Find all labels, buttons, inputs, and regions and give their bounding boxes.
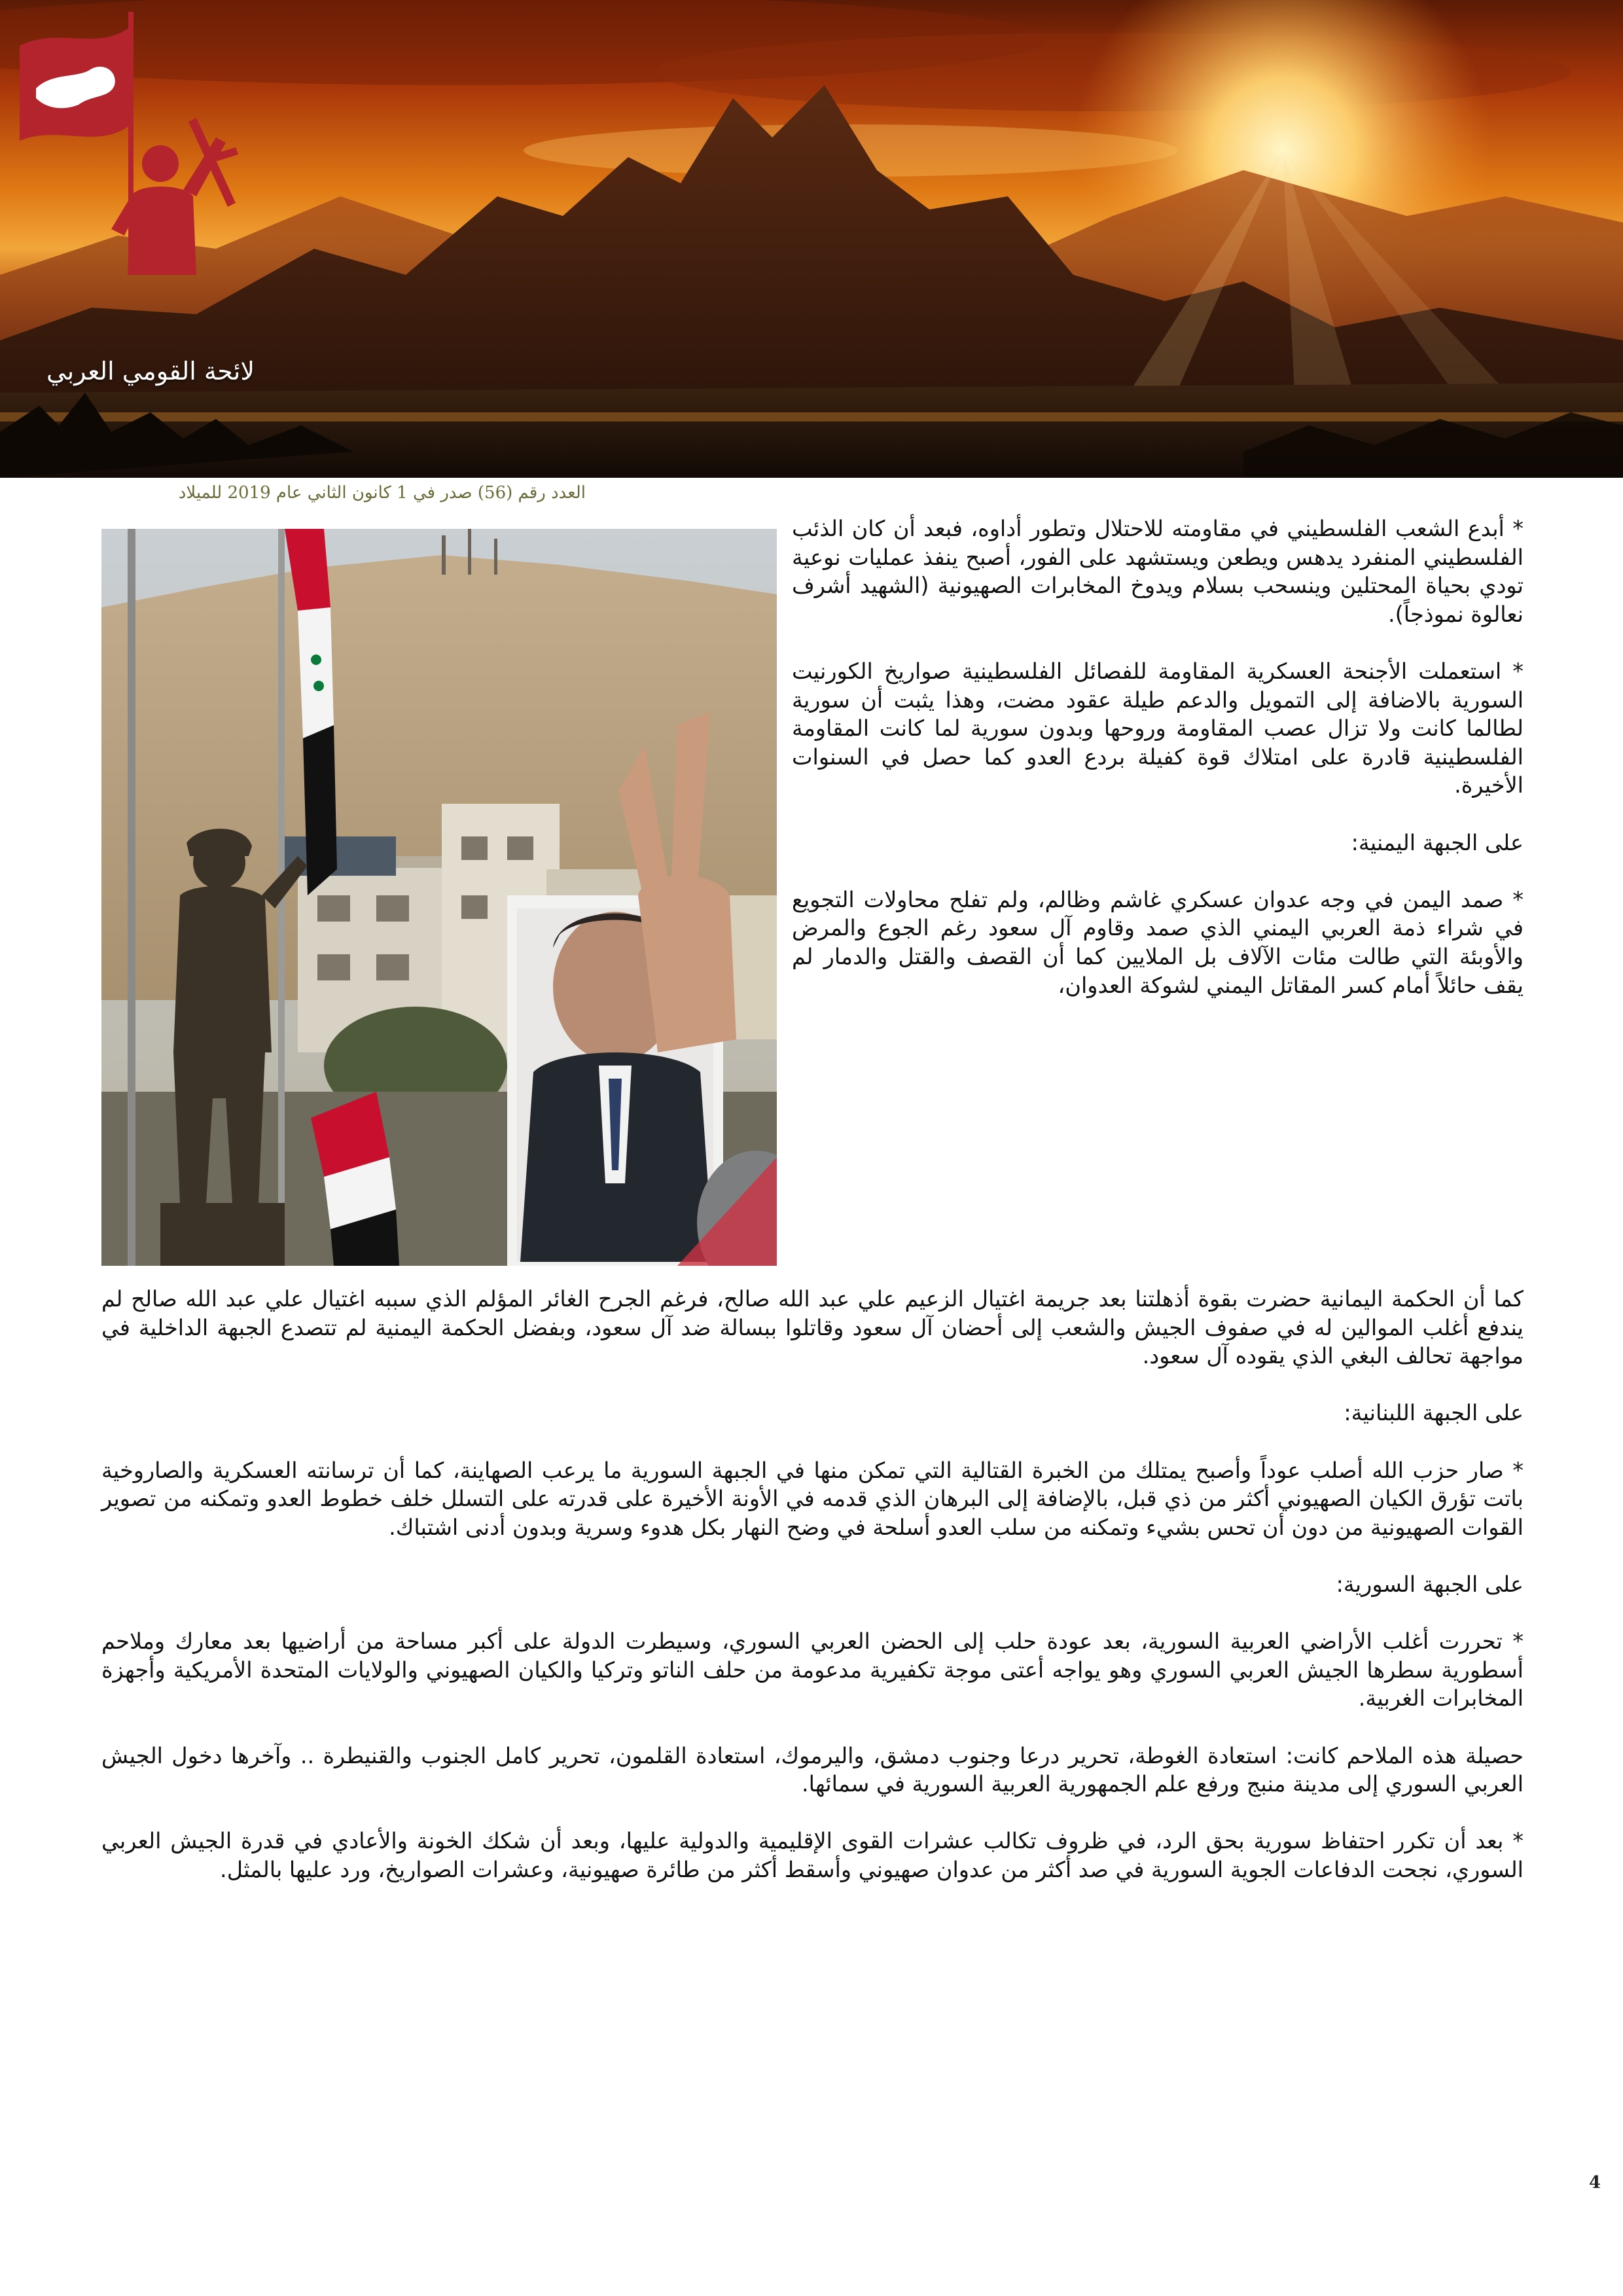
page-number: 4 <box>1589 2173 1601 2193</box>
heading-yemen-front: على الجبهة اليمنية: <box>1351 829 1524 855</box>
paragraph-yemen-resistance: * صمد اليمن في وجه عدوان عسكري غاشم وظالم، ولم تفلح محاولات التجويع في شراء ذمة العربي اليمني الذي صمد وقاوم آل سعود رغم الجوع والمرض والأوبئة التي طالت مئات الآلاف بل الملايين كما أن القصف والقتل والدمار لم يقف حائلاً أمام كسر المقاتل اليمني لشوكة العدوان، <box>792 886 1524 998</box>
paragraph-palestine-kornet: * استعملت الأجنحة العسكرية المقاومة للفصائل الفلسطينية صواريخ الكورنيت السورية بالاضافة إلى التمويل والدعم طيلة عقود مضت، وهذا يثبت أن سورية لطالما كانت ولا تزال عصب المقاومة وروحها وبدون سورية لما كانت المقاومة الفلسطينية قادرة على امتلاك قوة كفيلة بردع العدو كما حصل في السنوات الأخيرة. <box>792 658 1524 798</box>
heading-lebanon-front: على الجبهة اللبنانية: <box>1344 1400 1524 1426</box>
heading-syria-front: على الجبهة السورية: <box>1336 1571 1524 1597</box>
article-photo <box>101 529 777 1266</box>
article-full-width <box>101 1285 1524 1912</box>
paragraph-yemen-wisdom: كما أن الحكمة اليمانية حضرت بقوة أذهلتنا بعد جريمة اغتيال الزعيم علي عبد الله صالح، فرغم الجرح الغائر المؤلم الذي سببه اغتيال علي عبد الله صالح لم يندفع أغلب الموالين له في صفوف الجيش والشعب إلى أحضان آل سعود وقاتلوا ببسالة ضد آل سعود، وبفضل الحكمة اليمنية لم تتصدع الجبهة الداخلية في مواجهة تحالف البغي الذي يقوده آل سعود. <box>101 1286 1524 1369</box>
issue-info: العدد رقم (56) صدر في 1 كانون الثاني عام 2019 للميلاد <box>178 483 586 503</box>
paragraph-syria-air-defense: * بعد أن تكرر احتفاظ سورية بحق الرد، في ظروف تكالب عشرات القوى الإقليمية والدولية عليها، وبعد أن شكك الخونة والأعادي في قدرة الجيش العربي السوري، نجحت الدفاعات الجوية السورية في صد أكثر من عدوان صهيوني وأسقط أكثر من طائرة صهيونية، وعشرات الصواريخ، ورد عليها بالمثل. <box>101 1828 1524 1882</box>
header-banner <box>0 0 1623 478</box>
paragraph-palestine-lone-wolf: * أبدع الشعب الفلسطيني في مقاومته للاحتلال وتطور أداوه، فبعد أن كان الذئب الفلسطيني المنفرد يدهس ويطعن ويستشهد على الفور، أصبح ينفذ عمليات نوعية تودي بحياة المحتلين وينسحب بسلام ويدوخ المخابرات الصهيونية (الشهيد أشرف نعالوة نموذجاً). <box>792 516 1524 627</box>
paragraph-hezbollah: * صار حزب الله أصلب عوداً وأصبح يمتلك من الخبرة القتالية التي تمكن منها في الجبهة السورية ما يرعب الصهاينة، كما أن ترسانته العسكرية والصاروخية باتت تؤرق الكيان الصهيوني أكثر من ذي قبل، بالإضافة إلى البرهان الذي قدمه في الأونة الأخيرة على قدرته على التسلل خلف خطوط العدو وتمكنه من تصوير القوات الصهيونية من دون أن تحس بشيء وتمكنه من سلب العدو أسلحة في وضح النهار بكل هدوء وسرية وبدون أدنى اشتباك. <box>101 1457 1524 1540</box>
logo-text: لائحة القومي العربي <box>46 357 255 386</box>
photo-soldier-statue-flags <box>101 529 777 1266</box>
article-right-column <box>792 514 1524 1028</box>
paragraph-syria-liberation: * تحررت أغلب الأراضي العربية السورية، بعد عودة حلب إلى الحضن العربي السوري، وسيطرت الدولة على أكبر مساحة من أراضيها بعد معارك وملاحم أسطورية سطرها الجيش العربي السوري وهو يواجه أعتى موجة تكفيرية مدعومة من حلف الناتو وتركيا والكيان الصهيوني والولايات المتحدة الأمريكية وأجهزة المخابرات الغربية. <box>101 1628 1524 1712</box>
logo-fighter-flag-icon <box>0 0 249 275</box>
paragraph-syria-outcomes: حصيلة هذه الملاحم كانت: استعادة الغوطة، تحرير درعا وجنوب دمشق، واليرموك، استعادة القلمون، تحرير كامل الجنوب والقنيطرة .. وآخرها دخول الجيش العربي السوري إلى مدينة منبج ورفع علم الجمهورية العربية السورية في سمائها. <box>101 1742 1524 1797</box>
